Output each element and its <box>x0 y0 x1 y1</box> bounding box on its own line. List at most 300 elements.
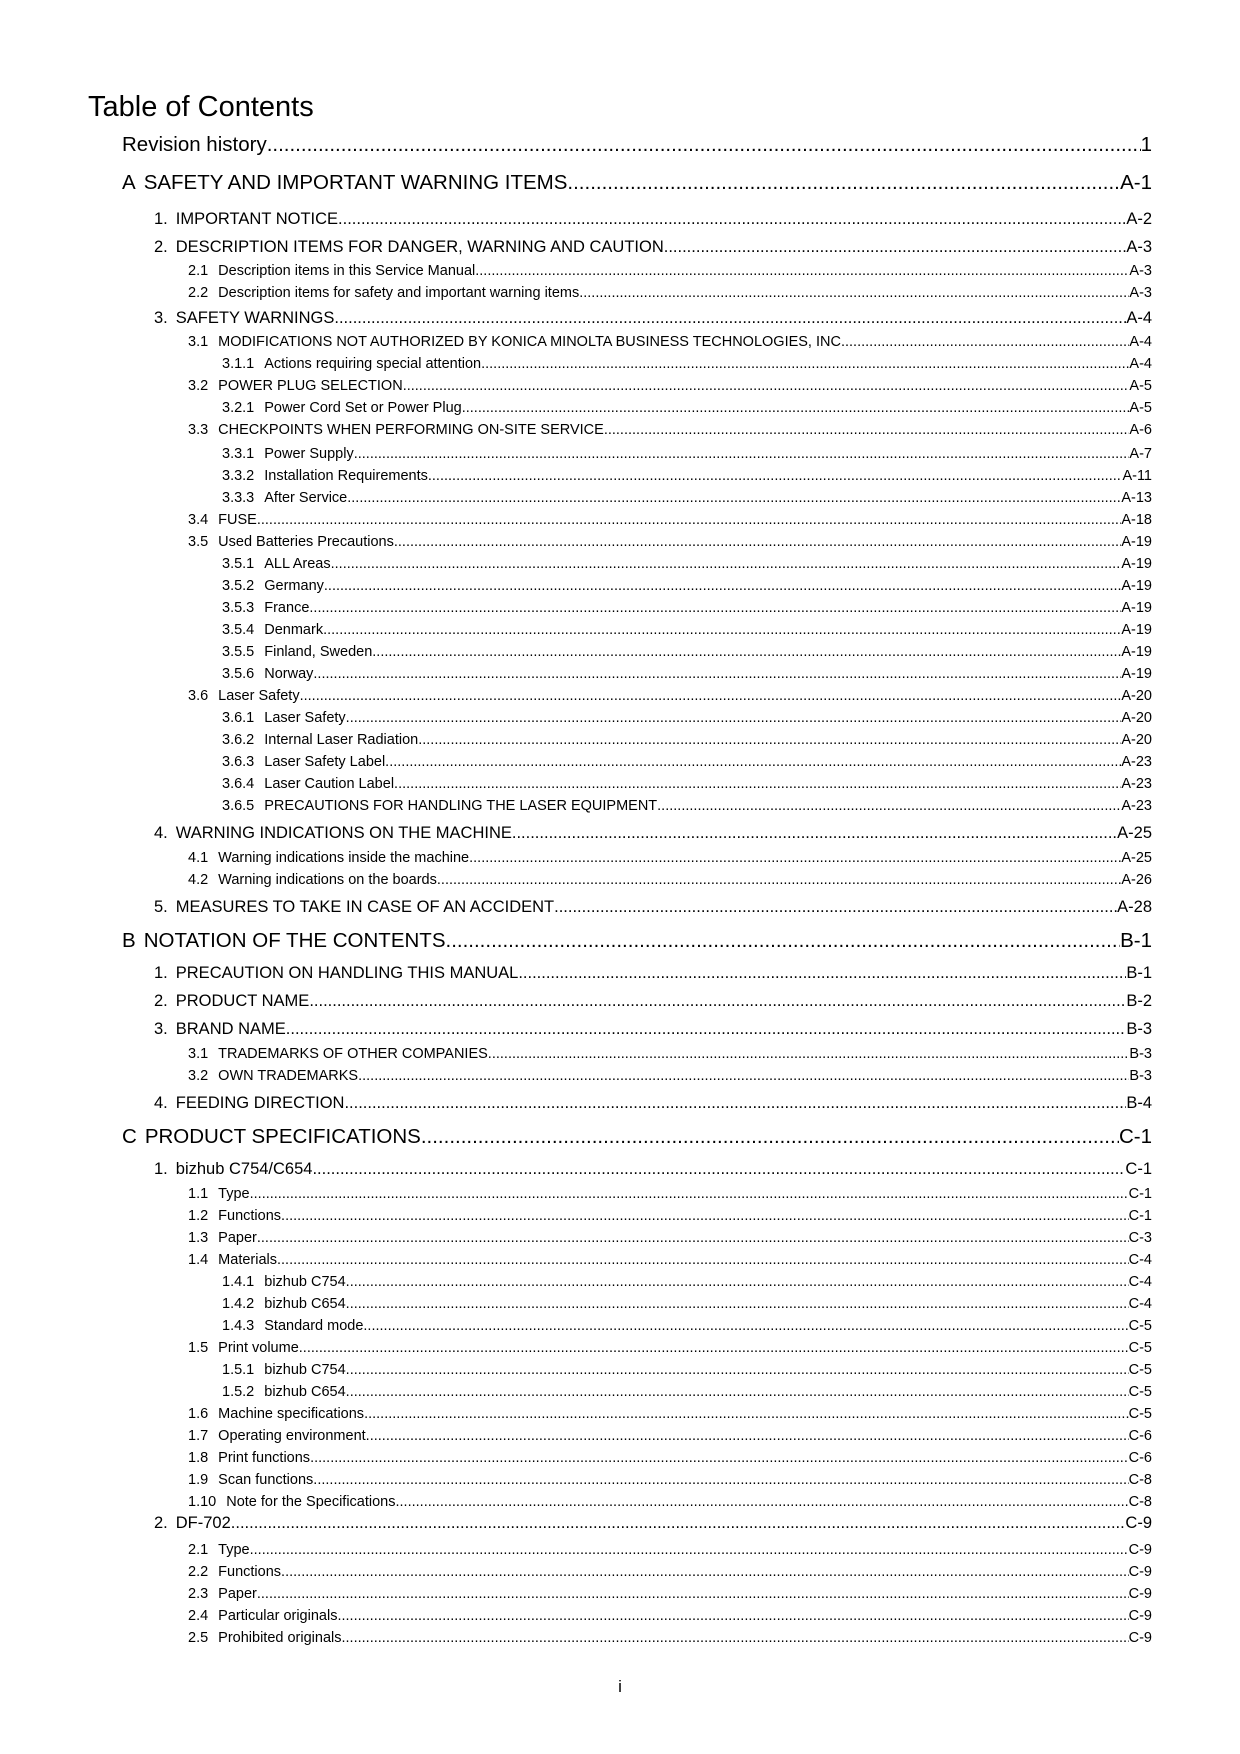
toc-entry-number: 3.6.4 <box>222 776 255 792</box>
toc-entry-number: 1.9 <box>188 1472 209 1488</box>
toc-entry-title: Laser Safety Label <box>264 754 386 770</box>
toc-entry[interactable] <box>188 376 1152 396</box>
toc-entry-title: Norway <box>264 666 314 682</box>
toc-entry-page: C-6 <box>1128 1428 1152 1444</box>
toc-dot-leader <box>309 990 1126 1012</box>
toc-entry-page: C-5 <box>1128 1406 1152 1422</box>
toc-entry-title: SAFETY AND IMPORTANT WARNING ITEMS <box>143 171 568 194</box>
toc-entry-number: 3.2 <box>188 1068 209 1084</box>
toc-entry-number: 4. <box>154 824 168 842</box>
toc-entry[interactable] <box>222 554 1152 574</box>
toc-entry[interactable] <box>188 1404 1152 1424</box>
toc-dot-leader <box>437 870 1121 890</box>
toc-entry[interactable] <box>188 1250 1152 1270</box>
toc-entry-number: 3.6.2 <box>222 732 255 748</box>
toc-entry-page: B-4 <box>1126 1094 1152 1112</box>
toc-entry-title: Particular originals <box>218 1608 338 1624</box>
toc-dot-leader <box>309 598 1121 618</box>
toc-entry-title: Power Supply <box>264 446 354 462</box>
toc-dot-leader <box>346 1272 1129 1292</box>
toc-entry-title: MEASURES TO TAKE IN CASE OF AN ACCIDENT <box>175 898 555 916</box>
toc-entry-page: A-6 <box>1129 422 1152 438</box>
toc-entry[interactable] <box>188 1470 1152 1490</box>
toc-entry-page: A-4 <box>1129 334 1152 350</box>
toc-entry-number: 3.5.3 <box>222 600 255 616</box>
toc-dot-leader <box>481 354 1129 374</box>
toc-entry-page: C-4 <box>1128 1274 1152 1290</box>
toc-entry-page: A-11 <box>1122 468 1152 484</box>
toc-entry[interactable] <box>154 1018 1152 1040</box>
toc-entry-number: 2.1 <box>188 263 209 279</box>
toc-entry-number: 1.6 <box>188 1406 209 1422</box>
toc-entry[interactable] <box>188 1448 1152 1468</box>
toc-entry-title: BRAND NAME <box>175 1020 286 1038</box>
toc-entry[interactable] <box>222 1316 1152 1336</box>
toc-entry-title: DESCRIPTION ITEMS FOR DANGER, WARNING AND CAUTION <box>175 238 664 256</box>
toc-entry-title: IMPORTANT NOTICE <box>175 210 339 228</box>
toc-entry-title: Print functions <box>218 1450 311 1466</box>
toc-entry[interactable] <box>222 1360 1152 1380</box>
toc-entry-number: 2. <box>154 1514 168 1532</box>
toc-dot-leader <box>664 236 1127 258</box>
toc-entry-number: 1. <box>154 210 168 228</box>
toc-entry[interactable] <box>188 1228 1152 1248</box>
toc-entry-title: PRECAUTION ON HANDLING THIS MANUAL <box>175 964 519 982</box>
toc-entry-title: Laser Safety <box>264 710 346 726</box>
toc-entry[interactable] <box>154 307 1152 329</box>
toc-entry[interactable] <box>154 1158 1152 1180</box>
toc-entry-number: 4. <box>154 1094 168 1112</box>
toc-entry[interactable] <box>188 261 1152 281</box>
toc-entry[interactable] <box>154 896 1152 918</box>
toc-entry[interactable] <box>188 532 1152 552</box>
toc-entry[interactable] <box>222 576 1152 596</box>
toc-entry-number: 3.1 <box>188 1046 209 1062</box>
toc-entry-title: SAFETY WARNINGS <box>175 309 335 327</box>
toc-entry-number: 3.5.2 <box>222 578 255 594</box>
toc-entry[interactable] <box>222 664 1152 684</box>
toc-entry-page: A-18 <box>1121 512 1152 528</box>
toc-entry-number: 3.5.5 <box>222 644 255 660</box>
toc-entry-page: A-2 <box>1126 210 1152 228</box>
toc-entry-page: C-5 <box>1128 1384 1152 1400</box>
toc-entry[interactable] <box>188 1492 1152 1512</box>
toc-entry-number: 2.1 <box>188 1542 209 1558</box>
toc-entry[interactable] <box>154 208 1152 230</box>
toc-entry[interactable] <box>222 398 1152 418</box>
toc-entry-title: Type <box>218 1186 250 1202</box>
toc-dot-leader <box>512 822 1117 844</box>
toc-dot-leader <box>421 1124 1119 1150</box>
toc-dot-leader <box>469 848 1121 868</box>
toc-entry[interactable] <box>188 510 1152 530</box>
toc-entry[interactable] <box>222 1272 1152 1292</box>
toc-entry-page: A-20 <box>1121 688 1152 704</box>
toc-dot-leader <box>344 1092 1126 1114</box>
toc-dot-leader <box>299 1338 1129 1358</box>
toc-entry-title: Laser Caution Label <box>264 776 395 792</box>
toc-entry-page: C-9 <box>1128 1564 1152 1580</box>
toc-entry-page: B-1 <box>1120 929 1152 952</box>
toc-entry-title: bizhub C754/C654 <box>175 1160 313 1178</box>
toc-entry-title: CHECKPOINTS WHEN PERFORMING ON-SITE SERVICE <box>218 422 604 438</box>
toc-entry-page: A-28 <box>1117 898 1152 916</box>
toc-entry-title: bizhub C654 <box>264 1384 346 1400</box>
toc-dot-leader <box>446 928 1121 954</box>
toc-entry-page: A-5 <box>1129 378 1152 394</box>
toc-dot-leader <box>250 1184 1129 1204</box>
toc-entry-title: Actions requiring special attention <box>264 356 482 372</box>
toc-dot-leader <box>372 642 1121 662</box>
toc-entry[interactable] <box>188 1606 1152 1626</box>
toc-entry-number: 3.5.6 <box>222 666 255 682</box>
toc-entry-title: PRODUCT NAME <box>175 992 310 1010</box>
toc-entry-number: 3.1 <box>188 334 209 350</box>
toc-entry-title: Type <box>218 1542 250 1558</box>
toc-dot-leader <box>334 307 1126 329</box>
toc-entry-page: B-3 <box>1129 1046 1152 1062</box>
toc-entry-number: 4.1 <box>188 850 209 866</box>
toc-entry[interactable] <box>222 730 1152 750</box>
toc-entry[interactable] <box>188 1628 1152 1648</box>
toc-entry-title: Machine specifications <box>218 1406 365 1422</box>
toc-entry-number: 1.10 <box>188 1494 217 1510</box>
toc-entry-title: Materials <box>218 1252 277 1268</box>
toc-dot-leader <box>518 962 1126 984</box>
toc-entry-page: C-4 <box>1128 1252 1152 1268</box>
toc-entry[interactable] <box>154 962 1152 984</box>
toc-entry-title: bizhub C754 <box>264 1274 346 1290</box>
toc-entry-title: Paper <box>218 1230 257 1246</box>
toc-dot-leader <box>331 554 1122 574</box>
toc-entry-number: 1.4.1 <box>222 1274 255 1290</box>
toc-dot-leader <box>346 708 1122 728</box>
toc-entry-title: MODIFICATIONS NOT AUTHORIZED BY KONICA MINOLTA BUSINESS TECHNOLOGIES, INC <box>218 334 841 350</box>
toc-entry-page: A-1 <box>1120 171 1152 194</box>
toc-dot-leader <box>657 796 1121 816</box>
toc-entry-number: 3.1.1 <box>222 356 255 372</box>
toc-entry[interactable] <box>222 642 1152 662</box>
toc-entry-number: 1.4 <box>188 1252 209 1268</box>
toc-entry-title: Paper <box>218 1586 257 1602</box>
toc-entry-page: A-23 <box>1121 776 1152 792</box>
toc-dot-leader <box>604 420 1130 440</box>
toc-entry[interactable] <box>188 1066 1152 1086</box>
toc-entry-page: A-25 <box>1121 850 1152 866</box>
page-title: Table of Contents <box>88 91 314 123</box>
toc-dot-leader <box>554 896 1117 918</box>
toc-entry-number: 1.4.3 <box>222 1318 255 1334</box>
toc-entry[interactable] <box>188 420 1152 440</box>
toc-entry-title: PRECAUTIONS FOR HANDLING THE LASER EQUIPMENT <box>264 798 658 814</box>
toc-entry[interactable] <box>188 1338 1152 1358</box>
toc-entry-title: Laser Safety <box>218 688 300 704</box>
toc-dot-leader <box>403 376 1130 396</box>
toc-entry[interactable] <box>188 870 1152 890</box>
toc-entry-number: 3.4 <box>188 512 209 528</box>
toc-dot-leader <box>337 1606 1128 1626</box>
toc-entry[interactable] <box>188 1540 1152 1560</box>
toc-entry-page: C-9 <box>1125 1514 1152 1532</box>
toc-dot-leader <box>313 664 1121 684</box>
toc-entry-page: B-2 <box>1126 992 1152 1010</box>
toc-entry-number: C <box>122 1125 137 1148</box>
toc-entry-title: Scan functions <box>218 1472 314 1488</box>
toc-dot-leader <box>342 1628 1129 1648</box>
toc-entry-number: 3.5.4 <box>222 622 255 638</box>
toc-entry-page: A-23 <box>1121 798 1152 814</box>
toc-entry[interactable] <box>122 1124 1152 1150</box>
toc-entry-title: Functions <box>218 1208 282 1224</box>
toc-entry-page: C-1 <box>1125 1160 1152 1178</box>
toc-entry[interactable] <box>188 332 1152 352</box>
toc-entry[interactable] <box>222 598 1152 618</box>
toc-entry-page: A-19 <box>1121 666 1152 682</box>
toc-entry[interactable] <box>222 1382 1152 1402</box>
toc-entry-title: Functions <box>218 1564 282 1580</box>
toc-entry-page: A-19 <box>1121 578 1152 594</box>
toc-entry-number: 3.3.1 <box>222 446 255 462</box>
toc-entry[interactable] <box>154 236 1152 258</box>
toc-entry-page: A-4 <box>1129 356 1152 372</box>
toc-entry-page: A-23 <box>1121 754 1152 770</box>
toc-entry[interactable] <box>188 283 1152 303</box>
toc-dot-leader <box>323 620 1121 640</box>
toc-dot-leader <box>418 730 1121 750</box>
toc-dot-leader <box>231 1512 1126 1534</box>
toc-entry-title: bizhub C654 <box>264 1296 346 1312</box>
toc-entry-number: 3.2 <box>188 378 209 394</box>
toc-dot-leader <box>257 1584 1129 1604</box>
toc-dot-leader <box>310 1448 1129 1468</box>
toc-entry-number: 1.5 <box>188 1340 209 1356</box>
toc-entry-title: TRADEMARKS OF OTHER COMPANIES <box>218 1046 488 1062</box>
toc-dot-leader <box>394 532 1121 552</box>
toc-dot-leader <box>277 1250 1129 1270</box>
toc-entry[interactable] <box>188 1044 1152 1064</box>
toc-entry-page: A-19 <box>1121 534 1152 550</box>
toc-entry-number: 1.3 <box>188 1230 209 1246</box>
toc-entry[interactable] <box>222 354 1152 374</box>
toc-entry-page: C-9 <box>1128 1630 1152 1646</box>
toc-entry-number: 4.2 <box>188 872 209 888</box>
toc-entry-page: C-5 <box>1128 1318 1152 1334</box>
toc-entry-number: A <box>122 171 136 194</box>
toc-entry-title: Note for the Specifications <box>226 1494 396 1510</box>
toc-dot-leader <box>338 208 1126 230</box>
toc-entry-number: 2.3 <box>188 1586 209 1602</box>
toc-entry-title: Description items in this Service Manual <box>218 263 476 279</box>
toc-entry-page: C-1 <box>1128 1186 1152 1202</box>
toc-entry-title: Internal Laser Radiation <box>264 732 419 748</box>
toc-entry-page: C-5 <box>1128 1340 1152 1356</box>
toc-entry[interactable] <box>222 488 1152 508</box>
toc-entry-page: A-3 <box>1129 285 1152 301</box>
toc-entry-page: C-8 <box>1128 1494 1152 1510</box>
toc-entry-title: Used Batteries Precautions <box>218 534 394 550</box>
toc-entry-page: B-3 <box>1129 1068 1152 1084</box>
toc-entry-number: 3.5 <box>188 534 209 550</box>
toc-dot-leader <box>324 576 1121 596</box>
toc-entry-number: 1. <box>154 1160 168 1178</box>
toc-entry[interactable] <box>122 170 1152 196</box>
toc-entry-page: A-3 <box>1126 238 1152 256</box>
toc-entry-page: C-9 <box>1128 1542 1152 1558</box>
toc-entry-page: A-20 <box>1121 710 1152 726</box>
toc-entry-number: 3.3 <box>188 422 209 438</box>
toc-entry[interactable] <box>222 796 1152 816</box>
toc-entry-title: Warning indications inside the machine <box>218 850 470 866</box>
toc-entry-page: B-3 <box>1126 1020 1152 1038</box>
toc-entry-title: Warning indications on the boards <box>218 872 437 888</box>
toc-dot-leader <box>281 1562 1129 1582</box>
toc-entry-title: Description items for safety and important warning items <box>218 285 580 301</box>
toc-entry-number: 3.6.5 <box>222 798 255 814</box>
toc-dot-leader <box>462 398 1130 418</box>
toc-entry-page: A-4 <box>1126 309 1152 327</box>
toc-entry-title: Finland, Sweden <box>264 644 373 660</box>
toc-entry-page: A-13 <box>1121 490 1152 506</box>
toc-dot-leader <box>257 510 1122 530</box>
toc-dot-leader <box>396 1492 1129 1512</box>
toc-entry-number: B <box>122 929 136 952</box>
toc-entry-title: France <box>264 600 310 616</box>
toc-entry-page: A-19 <box>1121 556 1152 572</box>
toc-dot-leader <box>286 1018 1127 1040</box>
toc-entry-page: A-20 <box>1121 732 1152 748</box>
toc-dot-leader <box>364 1404 1129 1424</box>
toc-entry-page: C-9 <box>1128 1586 1152 1602</box>
toc-entry-title: POWER PLUG SELECTION <box>218 378 403 394</box>
toc-entry-title: OWN TRADEMARKS <box>218 1068 359 1084</box>
toc-entry-number: 5. <box>154 898 168 916</box>
toc-entry-page: A-19 <box>1121 622 1152 638</box>
toc-entry[interactable] <box>188 1206 1152 1226</box>
toc-entry-number: 3. <box>154 1020 168 1038</box>
toc-entry-page: A-19 <box>1121 600 1152 616</box>
toc-dot-leader <box>267 132 1141 158</box>
toc-dot-leader <box>488 1044 1130 1064</box>
toc-entry-title: Print volume <box>218 1340 299 1356</box>
toc-entry[interactable] <box>188 1584 1152 1604</box>
toc-entry-title: WARNING INDICATIONS ON THE MACHINE <box>175 824 512 842</box>
toc-dot-leader <box>428 466 1123 486</box>
toc-dot-leader <box>567 170 1120 196</box>
toc-dot-leader <box>250 1540 1129 1560</box>
toc-entry-page: C-3 <box>1128 1230 1152 1246</box>
toc-entry-number: 3.2.1 <box>222 400 255 416</box>
toc-dot-leader <box>346 1360 1129 1380</box>
toc-entry-number: 2.4 <box>188 1608 209 1624</box>
toc-entry[interactable] <box>188 848 1152 868</box>
toc-dot-leader <box>841 332 1129 352</box>
toc-entry[interactable] <box>122 928 1152 954</box>
toc-entry-title: DF-702 <box>175 1514 231 1532</box>
toc-entry-number: 1. <box>154 964 168 982</box>
toc-entry[interactable] <box>154 990 1152 1012</box>
toc-dot-leader <box>358 1066 1129 1086</box>
toc-entry-title: Power Cord Set or Power Plug <box>264 400 462 416</box>
toc-entry-number: 3.6 <box>188 688 209 704</box>
toc-entry[interactable] <box>188 1562 1152 1582</box>
toc-entry-page: A-3 <box>1129 263 1152 279</box>
toc-entry[interactable] <box>188 1184 1152 1204</box>
toc-entry-page: C-6 <box>1128 1450 1152 1466</box>
toc-entry-page: C-9 <box>1128 1608 1152 1624</box>
toc-entry[interactable] <box>222 466 1152 486</box>
toc-entry[interactable] <box>188 686 1152 706</box>
toc-entry[interactable] <box>222 708 1152 728</box>
toc-entry-number: 1.7 <box>188 1428 209 1444</box>
toc-entry-number: 1.5.2 <box>222 1384 255 1400</box>
toc-entry[interactable] <box>188 1426 1152 1446</box>
toc-entry-page: C-8 <box>1128 1472 1152 1488</box>
toc-entry-page: 1 <box>1140 133 1152 156</box>
toc-entry[interactable] <box>154 1512 1152 1534</box>
toc-entry[interactable] <box>222 1294 1152 1314</box>
toc-entry-page: A-26 <box>1121 872 1152 888</box>
toc-entry-page: C-1 <box>1128 1208 1152 1224</box>
toc-entry-title: Revision history <box>122 133 267 156</box>
toc-entry[interactable] <box>154 1092 1152 1114</box>
toc-entry-title: Standard mode <box>264 1318 364 1334</box>
toc-entry-number: 3.3.2 <box>222 468 255 484</box>
toc-dot-leader <box>281 1206 1129 1226</box>
toc-entry-page: C-5 <box>1128 1362 1152 1378</box>
toc-entry-page: C-1 <box>1118 1125 1152 1148</box>
toc-entry-number: 1.8 <box>188 1450 209 1466</box>
toc-entry-number: 1.5.1 <box>222 1362 255 1378</box>
toc-entry[interactable] <box>122 132 1152 158</box>
toc-entry-page: C-4 <box>1128 1296 1152 1312</box>
toc-entry-number: 3.5.1 <box>222 556 255 572</box>
toc-dot-leader <box>579 283 1129 303</box>
toc-entry-number: 2. <box>154 992 168 1010</box>
toc-entry-title: Denmark <box>264 622 324 638</box>
toc-dot-leader <box>346 1294 1129 1314</box>
page-number: i <box>618 1677 622 1696</box>
toc-dot-leader <box>475 261 1129 281</box>
toc-dot-leader <box>347 488 1121 508</box>
toc-dot-leader <box>312 1158 1125 1180</box>
toc-entry-number: 3.3.3 <box>222 490 255 506</box>
toc-entry-number: 2. <box>154 238 168 256</box>
toc-entry-title: Installation Requirements <box>264 468 428 484</box>
toc-entry-title: bizhub C754 <box>264 1362 346 1378</box>
toc-entry-number: 1.2 <box>188 1208 209 1224</box>
toc-entry-title: FEEDING DIRECTION <box>175 1094 345 1112</box>
toc-entry-page: A-5 <box>1129 400 1152 416</box>
toc-entry-number: 2.5 <box>188 1630 209 1646</box>
toc-entry-page: A-7 <box>1129 446 1152 462</box>
toc-entry[interactable] <box>222 620 1152 640</box>
toc-entry-title: Germany <box>264 578 324 594</box>
toc-entry-title: After Service <box>264 490 348 506</box>
toc-entry-number: 3.6.1 <box>222 710 255 726</box>
toc-entry-page: B-1 <box>1126 964 1152 982</box>
toc-entry-title: Operating environment <box>218 1428 366 1444</box>
toc-dot-leader <box>366 1426 1129 1446</box>
toc-entry-number: 1.1 <box>188 1186 209 1202</box>
toc-entry[interactable] <box>222 752 1152 772</box>
toc-entry-title: Prohibited originals <box>218 1630 342 1646</box>
toc-entry-title: NOTATION OF THE CONTENTS <box>143 929 446 952</box>
toc-entry[interactable] <box>154 822 1152 844</box>
toc-entry[interactable] <box>222 444 1152 464</box>
toc-entry-title: ALL Areas <box>264 556 331 572</box>
toc-entry[interactable] <box>222 774 1152 794</box>
toc-entry-number: 2.2 <box>188 1564 209 1580</box>
